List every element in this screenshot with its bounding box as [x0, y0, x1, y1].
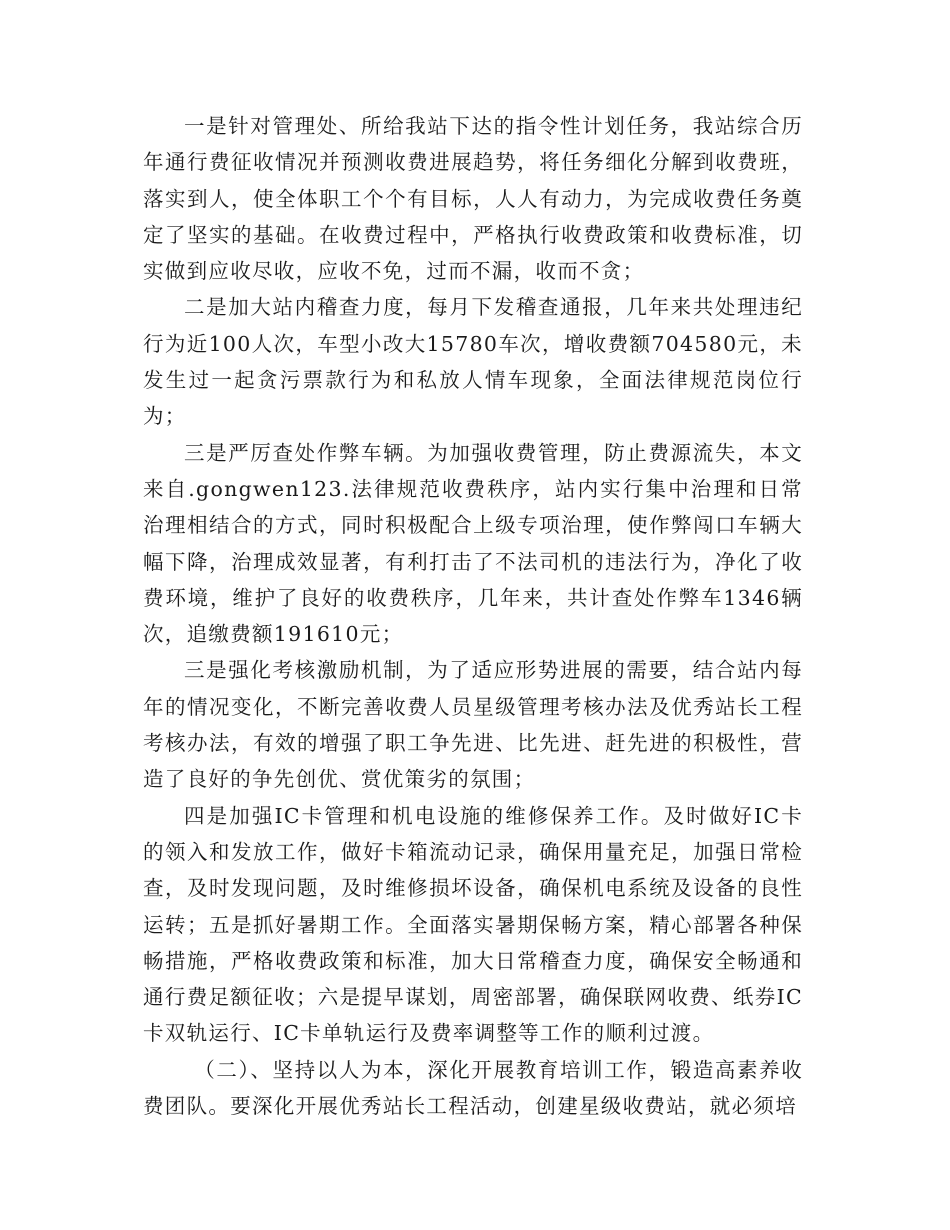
document-body — [143, 108, 803, 1124]
paragraph-ic-card-management: 四是加强IC卡管理和机电设施的维修保养工作。及时做好IC卡的领入和发放工作，做好卡箱流动记录，确保用量充足，加强日常检查，及时发现问题，及时维修损坏设备，确保机电系统及设备的良性运转；五是抓好暑期工作。全面落实暑期保畅方案，精心部署各种保畅措施，严格收费政策和标准，加大日常稽查力度，确保安全畅通和通行费足额征收；六是提早谋划，周密部署，确保联网收费、纸券IC卡双轨运行、IC卡单轨运行及费率调整等工作的顺利过渡。 — [143, 803, 803, 1046]
paragraph-inspection: 二是加大站内稽查力度，每月下发稽查通报，几年来共处理违纪行为近100人次，车型小改大15780车次，增收费额704580元，未发生过一起贪污票款行为和私放人情车现象，全面法律规范岗位行为； — [143, 295, 803, 429]
paragraph-task-plan: 一是针对管理处、所给我站下达的指令性计划任务，我站综合历年通行费征收情况并预测收费进展趋势，将任务细化分解到收费班，落实到人，使全体职工个个有目标，人人有动力，为完成收费任务奠定了坚实的基础。在收费过程中，严格执行收费政策和收费标准，切实做到应收尽收，应收不免，过而不漏，收而不贪； — [143, 114, 803, 284]
paragraph-section-two: （二）、坚持以人为本，深化开展教育培训工作，锻造高素养收费团队。要深化开展优秀站长工程活动，创建星级收费站，就必须培 — [143, 1057, 803, 1119]
paragraph-incentive-mechanism: 三是强化考核激励机制，为了适应形势进展的需要，结合站内每年的情况变化，不断完善收费人员星级管理考核办法及优秀站长工程考核办法，有效的增强了职工争先进、比先进、赶先进的积极性，营造了良好的争先创优、赏优策劣的氛围； — [143, 658, 803, 792]
paragraph-cheating-vehicles: 三是严厉查处作弊车辆。为加强收费管理，防止费源流失，本文来自.gongwen123.法律规范收费秩序，站内实行集中治理和日常治理相结合的方式，同时积极配合上级专项治理，使作弊闯口车辆大幅下降，治理成效显著，有利打击了不法司机的违法行为，净化了收费环境，维护了良好的收费秩序，几年来，共计查处作弊车1346辆次，追缴费额191610元； — [143, 440, 803, 647]
